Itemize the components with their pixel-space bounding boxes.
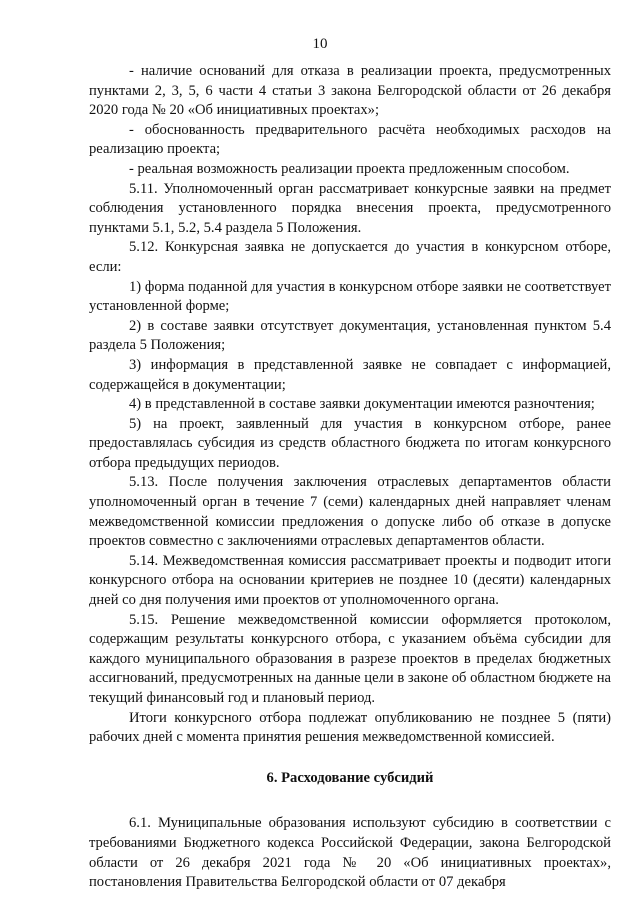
page-number: 10 bbox=[312, 36, 328, 52]
paragraph-5-12-item-3: 3) информация в представленной заявке не совпадает с информацией, содержащейся в документации; bbox=[89, 356, 611, 393]
paragraph-5-13: 5.13. После получения заключения отраслевых департаментов области уполномоченный орган в течение 7 (семи) календарных дней направляет членам межведомственной комиссии предложения о допуске либо об отказе в допуске проектов совместно с заключениями отраслевых департаментов области. bbox=[89, 474, 611, 550]
paragraph-5-12-item-2: 2) в составе заявки отсутствует документация, установленная пунктом 5.4 раздела 5 Положения; bbox=[89, 317, 611, 354]
paragraph-refusal-grounds: - наличие оснований для отказа в реализации проекта, предусмотренных пунктами 2, 3, 5, 6 части 4 статьи 3 закона Белгородской области от 26 декабря 2020 года № 20 «Об инициативных проектах»; bbox=[89, 63, 611, 119]
document-body bbox=[89, 62, 611, 893]
paragraph-5-15: 5.15. Решение межведомственной комиссии оформляется протоколом, содержащим результаты конкурсного отбора, с указанием объёма субсидии для каждого муниципального образования в разрезе проектов в пределах бюджетных ассигнований, предусмотренных на данные цели в законе об областном бюджете на текущий финансовый год и плановый период. bbox=[89, 611, 611, 706]
paragraph-5-12-item-1: 1) форма поданной для участия в конкурсном отборе заявки не соответствует установленной форме; bbox=[89, 278, 611, 315]
paragraph-5-14: 5.14. Межведомственная комиссия рассматривает проекты и подводит итоги конкурсного отбора на основании критериев не позднее 10 (десяти) календарных дней со дня получения ими проектов от уполномоченного органа. bbox=[89, 552, 611, 609]
paragraph-cost-justification: - обоснованность предварительного расчёта необходимых расходов на реализацию проекта; bbox=[89, 121, 611, 158]
paragraph-5-12-item-4: 4) в представленной в составе заявки документации имеются разночтения; bbox=[129, 396, 595, 413]
paragraph-feasibility: - реальная возможность реализации проекта предложенным способом. bbox=[129, 160, 570, 177]
paragraph-5-12-item-5: 5) на проект, заявленный для участия в конкурсном отборе, ранее предоставлялась субсидия из средств областного бюджета по итогам конкурсного отбора предыдущих периодов. bbox=[89, 415, 611, 471]
paragraph-5-12: 5.12. Конкурсная заявка не допускается до участия в конкурсном отборе, если: bbox=[89, 239, 611, 275]
paragraph-6-1: 6.1. Муниципальные образования используют субсидию в соответствии с требованиями Бюджетного кодекса Российской Федерации, закона Белгородской области от 26 декабря 2021 года № 20 «Об инициативных проектах», постановления Правительства Белгородской области от 07 декабря bbox=[89, 815, 611, 891]
paragraph-5-11: 5.11. Уполномоченный орган рассматривает конкурсные заявки на предмет соблюдения установленного порядка внесения проекта, предусмотренного пунктами 5.1, 5.2, 5.4 раздела 5 Положения. bbox=[89, 180, 611, 236]
section-6-heading: 6. Расходование субсидий bbox=[266, 769, 434, 786]
paragraph-results-publication: Итоги конкурсного отбора подлежат опубликованию не позднее 5 (пяти) рабочих дней с момента принятия решения межведомственной комиссией. bbox=[89, 709, 611, 746]
